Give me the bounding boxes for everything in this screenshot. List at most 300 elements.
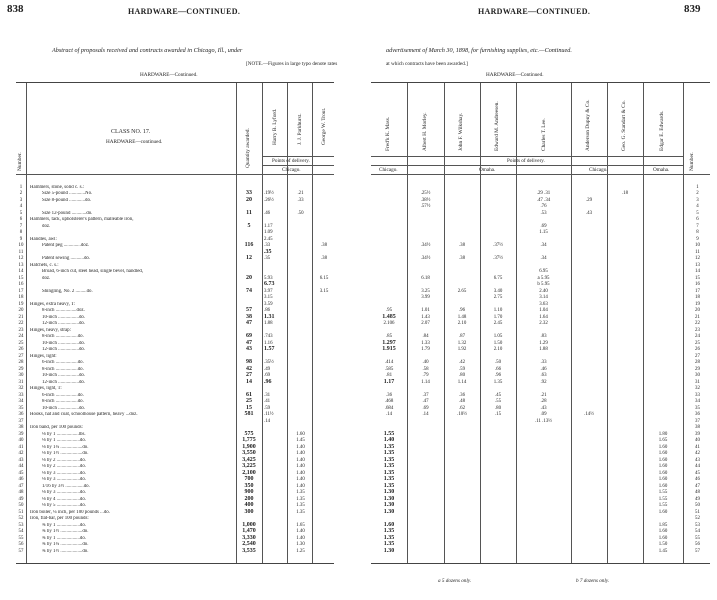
table-row-right bbox=[371, 490, 710, 495]
bid-price: 1.88 bbox=[539, 347, 548, 353]
table-row-right bbox=[371, 451, 710, 456]
quantity-awarded: 69 bbox=[246, 333, 252, 340]
bid-price: .43 bbox=[585, 210, 593, 216]
bid-price: 3.40 bbox=[493, 288, 503, 294]
table-row-left bbox=[16, 516, 334, 521]
row-number-right: 13 bbox=[695, 262, 700, 268]
row-number-right: 25 bbox=[695, 340, 700, 346]
row-number: 55 bbox=[18, 535, 24, 541]
bid-price: .34½ bbox=[420, 243, 431, 249]
bid-price: .76 bbox=[540, 204, 547, 210]
item-description: 8-inch ..................do. bbox=[42, 399, 84, 405]
bid-price: 1.30 bbox=[383, 489, 395, 496]
bid-price: 1.70 bbox=[493, 314, 503, 320]
bid-price: 1.43 bbox=[421, 314, 430, 320]
price-lyford: .743 bbox=[264, 334, 273, 340]
bid-price: 6.75 bbox=[493, 275, 503, 281]
quantity-awarded: 2,540 bbox=[242, 541, 256, 548]
bid-price: .85 bbox=[385, 334, 393, 340]
bid-price: .14 bbox=[385, 412, 393, 418]
row-number-right: 20 bbox=[695, 308, 700, 314]
table-row-left bbox=[16, 445, 334, 450]
note-right: at which contracts have been awarded.] bbox=[386, 61, 468, 67]
bidder-right-6: Anderson Dupuy & Co. bbox=[585, 99, 591, 151]
bidder-right-8: Edgar E. Edwards. bbox=[659, 110, 665, 151]
row-number-right: 51 bbox=[695, 509, 700, 515]
quantity-awarded: 11 bbox=[246, 209, 252, 216]
bid-price: .62 bbox=[458, 405, 466, 411]
row-number: 19 bbox=[18, 301, 24, 307]
bidder-right-7: Geo. G. Standart & Co. bbox=[621, 100, 627, 151]
qty-header: Quantity awarded. bbox=[245, 128, 251, 168]
price-parkhurst: .33 bbox=[297, 197, 304, 203]
row-number: 35 bbox=[18, 405, 24, 411]
row-number: 44 bbox=[18, 464, 24, 470]
row-number-right: 38 bbox=[695, 425, 700, 431]
table-row-right bbox=[371, 289, 710, 294]
item-description: Size 8-pound .............do. bbox=[42, 197, 92, 203]
row-number-right: 26 bbox=[695, 347, 700, 353]
row-number: 20 bbox=[18, 308, 24, 314]
table-row-left bbox=[16, 341, 334, 346]
bid-price: 1.14 bbox=[421, 379, 430, 385]
table-row-left bbox=[16, 386, 334, 391]
price-lyford: .49 bbox=[264, 366, 271, 372]
row-number: 11 bbox=[18, 249, 24, 255]
table-row-right bbox=[371, 399, 710, 404]
row-number-right: 18 bbox=[695, 295, 700, 301]
bid-price: 2.106 bbox=[383, 321, 395, 327]
table-row-left bbox=[16, 334, 334, 339]
row-number-right: 49 bbox=[695, 496, 700, 502]
quantity-awarded: 38 bbox=[246, 313, 252, 320]
price-lyford: 5.93 bbox=[264, 275, 273, 281]
table-row-right bbox=[371, 282, 710, 287]
quantity-awarded: 3,225 bbox=[242, 463, 256, 470]
row-number-right: 16 bbox=[695, 282, 700, 288]
price-trout: 3.15 bbox=[319, 288, 329, 294]
bid-price: 2.65 bbox=[457, 288, 467, 294]
bidder-right-3: John F. Wilkshay. bbox=[458, 112, 464, 151]
table-row-left bbox=[16, 477, 334, 482]
bid-price: 1.60 bbox=[658, 529, 668, 535]
chicago-left: Chicago. bbox=[282, 167, 301, 173]
quantity-awarded: 33 bbox=[246, 190, 252, 197]
table-row-left bbox=[16, 204, 334, 209]
price-parkhurst: .50 bbox=[297, 210, 304, 216]
price-parkhurst: 1.40 bbox=[296, 464, 305, 470]
table-row-left bbox=[16, 191, 334, 196]
bid-price: 1.35 bbox=[383, 450, 395, 457]
bid-price: .47 .34 bbox=[536, 197, 551, 203]
quantity-awarded: 1,900 bbox=[242, 443, 256, 450]
table-row-left bbox=[16, 542, 334, 547]
city-right-1: Chicago. bbox=[379, 167, 398, 173]
table-row-left bbox=[16, 458, 334, 463]
bid-price: .69 bbox=[540, 223, 547, 229]
row-number-right: 42 bbox=[695, 451, 700, 457]
row-number-right: 33 bbox=[695, 392, 700, 398]
bid-price: 1.45 bbox=[658, 548, 668, 554]
price-parkhurst: 1.35 bbox=[296, 503, 305, 509]
table-row-right bbox=[371, 406, 710, 411]
bid-price: a 5.95 bbox=[537, 275, 550, 281]
row-number: 15 bbox=[18, 275, 24, 281]
bid-price: 1.30 bbox=[383, 508, 395, 515]
bid-price: 6.95 bbox=[539, 269, 548, 275]
table-row-right bbox=[371, 380, 710, 385]
bid-price: .414 bbox=[384, 360, 394, 366]
price-lyford: 3.59 bbox=[264, 301, 273, 307]
row-number-right: 36 bbox=[695, 412, 700, 418]
bid-price: .92 bbox=[540, 379, 547, 385]
footnote-a: a 5 dozens only. bbox=[438, 578, 472, 584]
item-description: ⅛ by 4 ...................do. bbox=[42, 496, 87, 502]
price-lyford: .46 bbox=[264, 210, 271, 216]
row-number-right: 24 bbox=[695, 334, 700, 340]
price-lyford: 1.17 bbox=[264, 223, 273, 229]
row-number-right: 7 bbox=[696, 223, 699, 229]
price-lyford: .86 bbox=[264, 308, 271, 314]
quantity-awarded: 98 bbox=[246, 359, 252, 366]
table-row-left bbox=[16, 412, 334, 417]
price-parkhurst: 1.40 bbox=[296, 483, 305, 489]
bidder-left-1: Harry B. Lyford. bbox=[272, 108, 278, 145]
row-number: 34 bbox=[18, 399, 24, 405]
row-number-right: 31 bbox=[695, 379, 700, 385]
bid-price: 2.32 bbox=[539, 321, 548, 327]
row-number: 54 bbox=[18, 529, 24, 535]
row-number: 5 bbox=[19, 210, 23, 216]
row-number-right: 44 bbox=[695, 464, 700, 470]
row-number: 8 bbox=[19, 230, 23, 236]
row-number-right: 32 bbox=[695, 386, 700, 392]
table-row-right bbox=[371, 315, 710, 320]
item-description: Iron boiler, ¼ inch, per 100 pounds ...do. bbox=[30, 509, 110, 515]
row-number-right: 46 bbox=[695, 477, 700, 483]
table-row-right bbox=[371, 295, 710, 300]
price-parkhurst: 1.40 bbox=[296, 444, 305, 450]
item-description: ⅛ by 3 ...................do. bbox=[42, 470, 87, 476]
item-description: ⅛ by 1 ...................do. bbox=[42, 438, 87, 444]
quantity-awarded: 61 bbox=[246, 391, 252, 398]
bid-price: 1.50 bbox=[658, 542, 668, 548]
bid-price: 3.25 bbox=[421, 288, 430, 294]
table-row-right bbox=[371, 536, 710, 541]
bid-price: .57½ bbox=[420, 204, 431, 210]
item-description: 10-inch .................do. bbox=[42, 405, 86, 411]
row-number: 27 bbox=[18, 353, 24, 359]
bid-price: 1.55 bbox=[658, 496, 668, 502]
price-parkhurst: 1.35 bbox=[296, 509, 305, 515]
row-number-right: 41 bbox=[695, 444, 700, 450]
bid-price: .38 bbox=[458, 256, 466, 262]
row-number-right: 10 bbox=[695, 243, 700, 249]
price-lyford: .11½ bbox=[264, 412, 274, 418]
bid-price: .11 .13½ bbox=[535, 418, 552, 424]
price-lyford: 2.45 bbox=[264, 236, 273, 242]
item-description: 12-inch .................do. bbox=[42, 347, 86, 353]
quantity-awarded: 575 bbox=[244, 430, 254, 437]
item-description: 10-inch .................do. bbox=[42, 314, 86, 320]
quantity-awarded: 27 bbox=[246, 372, 252, 379]
bid-price: 2.75 bbox=[493, 295, 503, 301]
bid-price: 1.29 bbox=[539, 340, 548, 346]
table-row-left bbox=[16, 256, 334, 261]
row-number: 33 bbox=[18, 392, 24, 398]
table-row-right bbox=[371, 321, 710, 326]
bid-price: 1.55 bbox=[383, 430, 395, 437]
bid-price: .14 bbox=[422, 412, 429, 418]
footnote-b: b 7 dozens only. bbox=[576, 578, 610, 584]
bid-price: .21 bbox=[540, 392, 547, 398]
bid-price: 1.35 bbox=[383, 482, 395, 489]
row-number: 52 bbox=[18, 516, 24, 522]
table-row-left bbox=[16, 523, 334, 528]
bid-price: 1.92 bbox=[457, 347, 467, 353]
item-description: Hinges, light, T: bbox=[30, 386, 62, 392]
right-rows bbox=[371, 185, 710, 555]
points-left: Points of delivery. bbox=[272, 158, 310, 164]
price-lyford: .41 bbox=[264, 399, 271, 405]
item-description: Patent peg ..............doz. bbox=[42, 243, 90, 249]
bid-price: 2.45 bbox=[493, 321, 503, 327]
item-description: Size 12-pound ............do. bbox=[42, 210, 93, 216]
row-number-right: 21 bbox=[695, 314, 700, 320]
item-description: Size 5-pound .............No. bbox=[42, 191, 93, 197]
row-number-right: 43 bbox=[695, 457, 700, 463]
bid-price: 2.10 bbox=[493, 347, 503, 353]
bid-price: 1.297 bbox=[382, 339, 396, 346]
row-number: 48 bbox=[18, 490, 24, 496]
row-number: 9 bbox=[19, 236, 23, 242]
bid-price: 1.17 bbox=[383, 378, 395, 385]
bid-price: .80 bbox=[494, 405, 502, 411]
row-number-right: 37 bbox=[695, 418, 700, 424]
item-description: Patent sewing ...........do. bbox=[42, 256, 91, 262]
price-lyford: .26½ bbox=[264, 197, 274, 203]
row-number-right: 3 bbox=[696, 197, 699, 203]
bid-price: 3.99 bbox=[421, 295, 430, 301]
item-description: ⅛ by 1½ ..................do. bbox=[42, 451, 89, 457]
bid-price: .43 bbox=[540, 405, 547, 411]
quantity-awarded: 15 bbox=[246, 404, 252, 411]
row-number: 37 bbox=[18, 418, 24, 424]
row-number: 43 bbox=[18, 457, 24, 463]
item-description: Hinges, extra heavy, T: bbox=[30, 301, 76, 307]
item-description: 1/16 by 3½ ...............do. bbox=[42, 483, 90, 489]
row-number-right: 54 bbox=[695, 529, 700, 535]
bid-price: 1.30 bbox=[383, 495, 395, 502]
quantity-awarded: 47 bbox=[246, 339, 252, 346]
bid-price: 6.18 bbox=[421, 275, 430, 281]
bid-price: .18 bbox=[621, 191, 629, 197]
item-description: 12-inch .................do. bbox=[42, 321, 86, 327]
price-lyford: .59 bbox=[264, 405, 271, 411]
row-number: 29 bbox=[18, 366, 24, 372]
price-lyford: .69 bbox=[264, 373, 271, 379]
table-row-left bbox=[16, 490, 334, 495]
row-number-right: 4 bbox=[696, 204, 699, 210]
table-row-right bbox=[371, 503, 710, 508]
price-trout: .38 bbox=[320, 243, 328, 249]
price-lyford: 1.88 bbox=[264, 321, 273, 327]
row-number-right: 8 bbox=[696, 230, 699, 236]
table-row-right bbox=[371, 510, 710, 515]
row-number: 22 bbox=[18, 321, 24, 327]
bid-price: .80 bbox=[458, 373, 466, 379]
row-number: 17 bbox=[18, 288, 24, 294]
price-lyford: 1.16 bbox=[264, 340, 273, 346]
row-number-right: 17 bbox=[695, 288, 700, 294]
bid-price: 1.32 bbox=[457, 340, 467, 346]
table-row-right bbox=[371, 419, 710, 424]
quantity-awarded: 400 bbox=[244, 502, 254, 509]
bid-price: .66 bbox=[494, 366, 502, 372]
bid-price: .585 bbox=[384, 366, 394, 372]
bid-price: .34 bbox=[540, 243, 547, 249]
row-number-right: 48 bbox=[695, 490, 700, 496]
price-lyford: .31 bbox=[264, 392, 271, 398]
quantity-awarded: 581 bbox=[244, 411, 254, 418]
city-right-3: Chicago. bbox=[589, 167, 608, 173]
bid-price: 1.65 bbox=[658, 438, 668, 444]
bid-price: .38 bbox=[458, 243, 466, 249]
running-head-left: HARDWARE—CONTINUED. bbox=[128, 7, 241, 16]
bid-price: 1.35 bbox=[383, 456, 395, 463]
price-lyford: .96 bbox=[264, 378, 272, 385]
quantity-awarded: 1,000 bbox=[242, 521, 256, 528]
table-row-left bbox=[16, 432, 334, 437]
table-row-left bbox=[16, 484, 334, 489]
bid-price: 1.35 bbox=[383, 443, 395, 450]
table-row-right bbox=[371, 432, 710, 437]
class-sub: HARDWARE—continued. bbox=[106, 139, 163, 145]
quantity-awarded: 57 bbox=[246, 307, 252, 314]
bidder-right-5: Charles T. Lee. bbox=[541, 118, 547, 151]
table-row-right bbox=[371, 354, 710, 359]
quantity-awarded: 900 bbox=[244, 489, 254, 496]
table-row-right bbox=[371, 373, 710, 378]
item-description: ¾ by 1 ...................do. bbox=[42, 535, 87, 541]
bid-price: .59 bbox=[458, 366, 466, 372]
bidder-right-4: Edward M. Andreesen. bbox=[494, 101, 500, 151]
quantity-awarded: 3,550 bbox=[242, 450, 256, 457]
bid-price: .45 bbox=[494, 392, 502, 398]
row-number-right: 30 bbox=[695, 373, 700, 379]
row-number: 7 bbox=[19, 223, 23, 229]
table-row-right bbox=[371, 250, 710, 255]
row-number-right: 11 bbox=[695, 249, 700, 255]
price-lyford: .14 bbox=[264, 418, 271, 424]
subtitle-left: Abstract of proposals received and contracts awarded in Chicago, Ill., under bbox=[52, 47, 243, 54]
row-number: 14 bbox=[18, 269, 24, 275]
item-description: Broad, 6-inch cut, steel head, single bevel, handled, bbox=[42, 269, 144, 275]
bid-price: 1.33 bbox=[421, 340, 430, 346]
row-number: 49 bbox=[18, 496, 24, 502]
table-row-right bbox=[371, 347, 710, 352]
price-parkhurst: 1.40 bbox=[296, 477, 305, 483]
row-number: 2 bbox=[19, 191, 23, 197]
item-description: doz. bbox=[42, 223, 51, 229]
points-right: Points of delivery. bbox=[507, 158, 545, 164]
row-number-right: 47 bbox=[695, 483, 700, 489]
row-number: 6 bbox=[19, 217, 23, 223]
table-row-left bbox=[16, 237, 334, 242]
bid-price: .09 bbox=[540, 412, 547, 418]
bid-price: 1.485 bbox=[382, 313, 396, 320]
table-row-left bbox=[16, 224, 334, 229]
bid-price: .53 bbox=[540, 210, 547, 216]
row-number-right: 29 bbox=[695, 366, 700, 372]
row-number: 36 bbox=[18, 412, 24, 418]
section-left: HARDWARE—Continued. bbox=[140, 72, 198, 78]
row-number-right: 53 bbox=[695, 522, 700, 528]
bid-price: 1.50 bbox=[493, 340, 503, 346]
row-number: 13 bbox=[18, 262, 24, 268]
bid-price: 1.60 bbox=[658, 451, 668, 457]
table-row-right bbox=[371, 542, 710, 547]
table-row-left bbox=[16, 211, 334, 216]
table-row-left bbox=[16, 406, 334, 411]
class-label: CLASS NO. 17. bbox=[111, 129, 151, 135]
price-parkhurst: 1.25 bbox=[296, 548, 305, 554]
note-left: [NOTE.—Figures in large typo denote rates bbox=[246, 61, 338, 67]
bid-price: .28 bbox=[540, 399, 547, 405]
bidder-right-1: Fred'k K. Mass. bbox=[385, 116, 391, 151]
row-number-right: 1 bbox=[696, 185, 699, 190]
price-lyford: .19½ bbox=[264, 191, 274, 197]
table-row-left bbox=[16, 328, 334, 333]
bid-price: .37 bbox=[422, 392, 429, 398]
table-row-right bbox=[371, 276, 710, 281]
row-number-right: 55 bbox=[695, 535, 700, 541]
bid-price: 1.60 bbox=[383, 521, 395, 528]
item-description: Iron, flat-bar, per 100 pounds: bbox=[30, 516, 89, 522]
row-number: 30 bbox=[18, 373, 24, 379]
row-number: 4 bbox=[19, 204, 23, 210]
bid-price: 3.63 bbox=[539, 301, 548, 307]
item-description: Hooks, hat and coat, schoolhouse pattern, heavy ...doz. bbox=[30, 412, 138, 418]
row-number-right: 9 bbox=[696, 236, 699, 242]
table-row-right bbox=[371, 393, 710, 398]
table-row-left bbox=[16, 302, 334, 307]
bid-price: 1.60 bbox=[658, 483, 668, 489]
bid-price: 2.10 bbox=[457, 321, 467, 327]
bid-price: 2.07 bbox=[421, 321, 430, 327]
price-lyford: 6.73 bbox=[264, 281, 275, 288]
item-description: ⅛ by 2 ...................do. bbox=[42, 464, 87, 470]
bid-price: .96 bbox=[458, 308, 466, 314]
table-row-left bbox=[16, 263, 334, 268]
bidder-left-2: J. J. Parkhurst. bbox=[297, 113, 303, 145]
page-number-right: 839 bbox=[684, 3, 701, 15]
section-right: HARDWARE—Continued. bbox=[486, 72, 544, 78]
item-description: ¾ by 1 ...................do. bbox=[42, 522, 87, 528]
item-description: ¾ by 1½ ..................do. bbox=[42, 529, 89, 535]
row-number: 3 bbox=[19, 197, 23, 203]
item-description: 10-inch .................do. bbox=[42, 373, 86, 379]
bid-price: 1.04 bbox=[539, 308, 548, 314]
price-parkhurst: .21 bbox=[297, 191, 304, 197]
table-row-left bbox=[16, 399, 334, 404]
table-row-left bbox=[16, 282, 334, 287]
bid-price: .468 bbox=[384, 399, 394, 405]
row-number: 41 bbox=[18, 444, 24, 450]
bid-price: .79 bbox=[422, 373, 429, 379]
bid-price: .36 bbox=[458, 392, 466, 398]
bid-price: 1.05 bbox=[493, 334, 503, 340]
